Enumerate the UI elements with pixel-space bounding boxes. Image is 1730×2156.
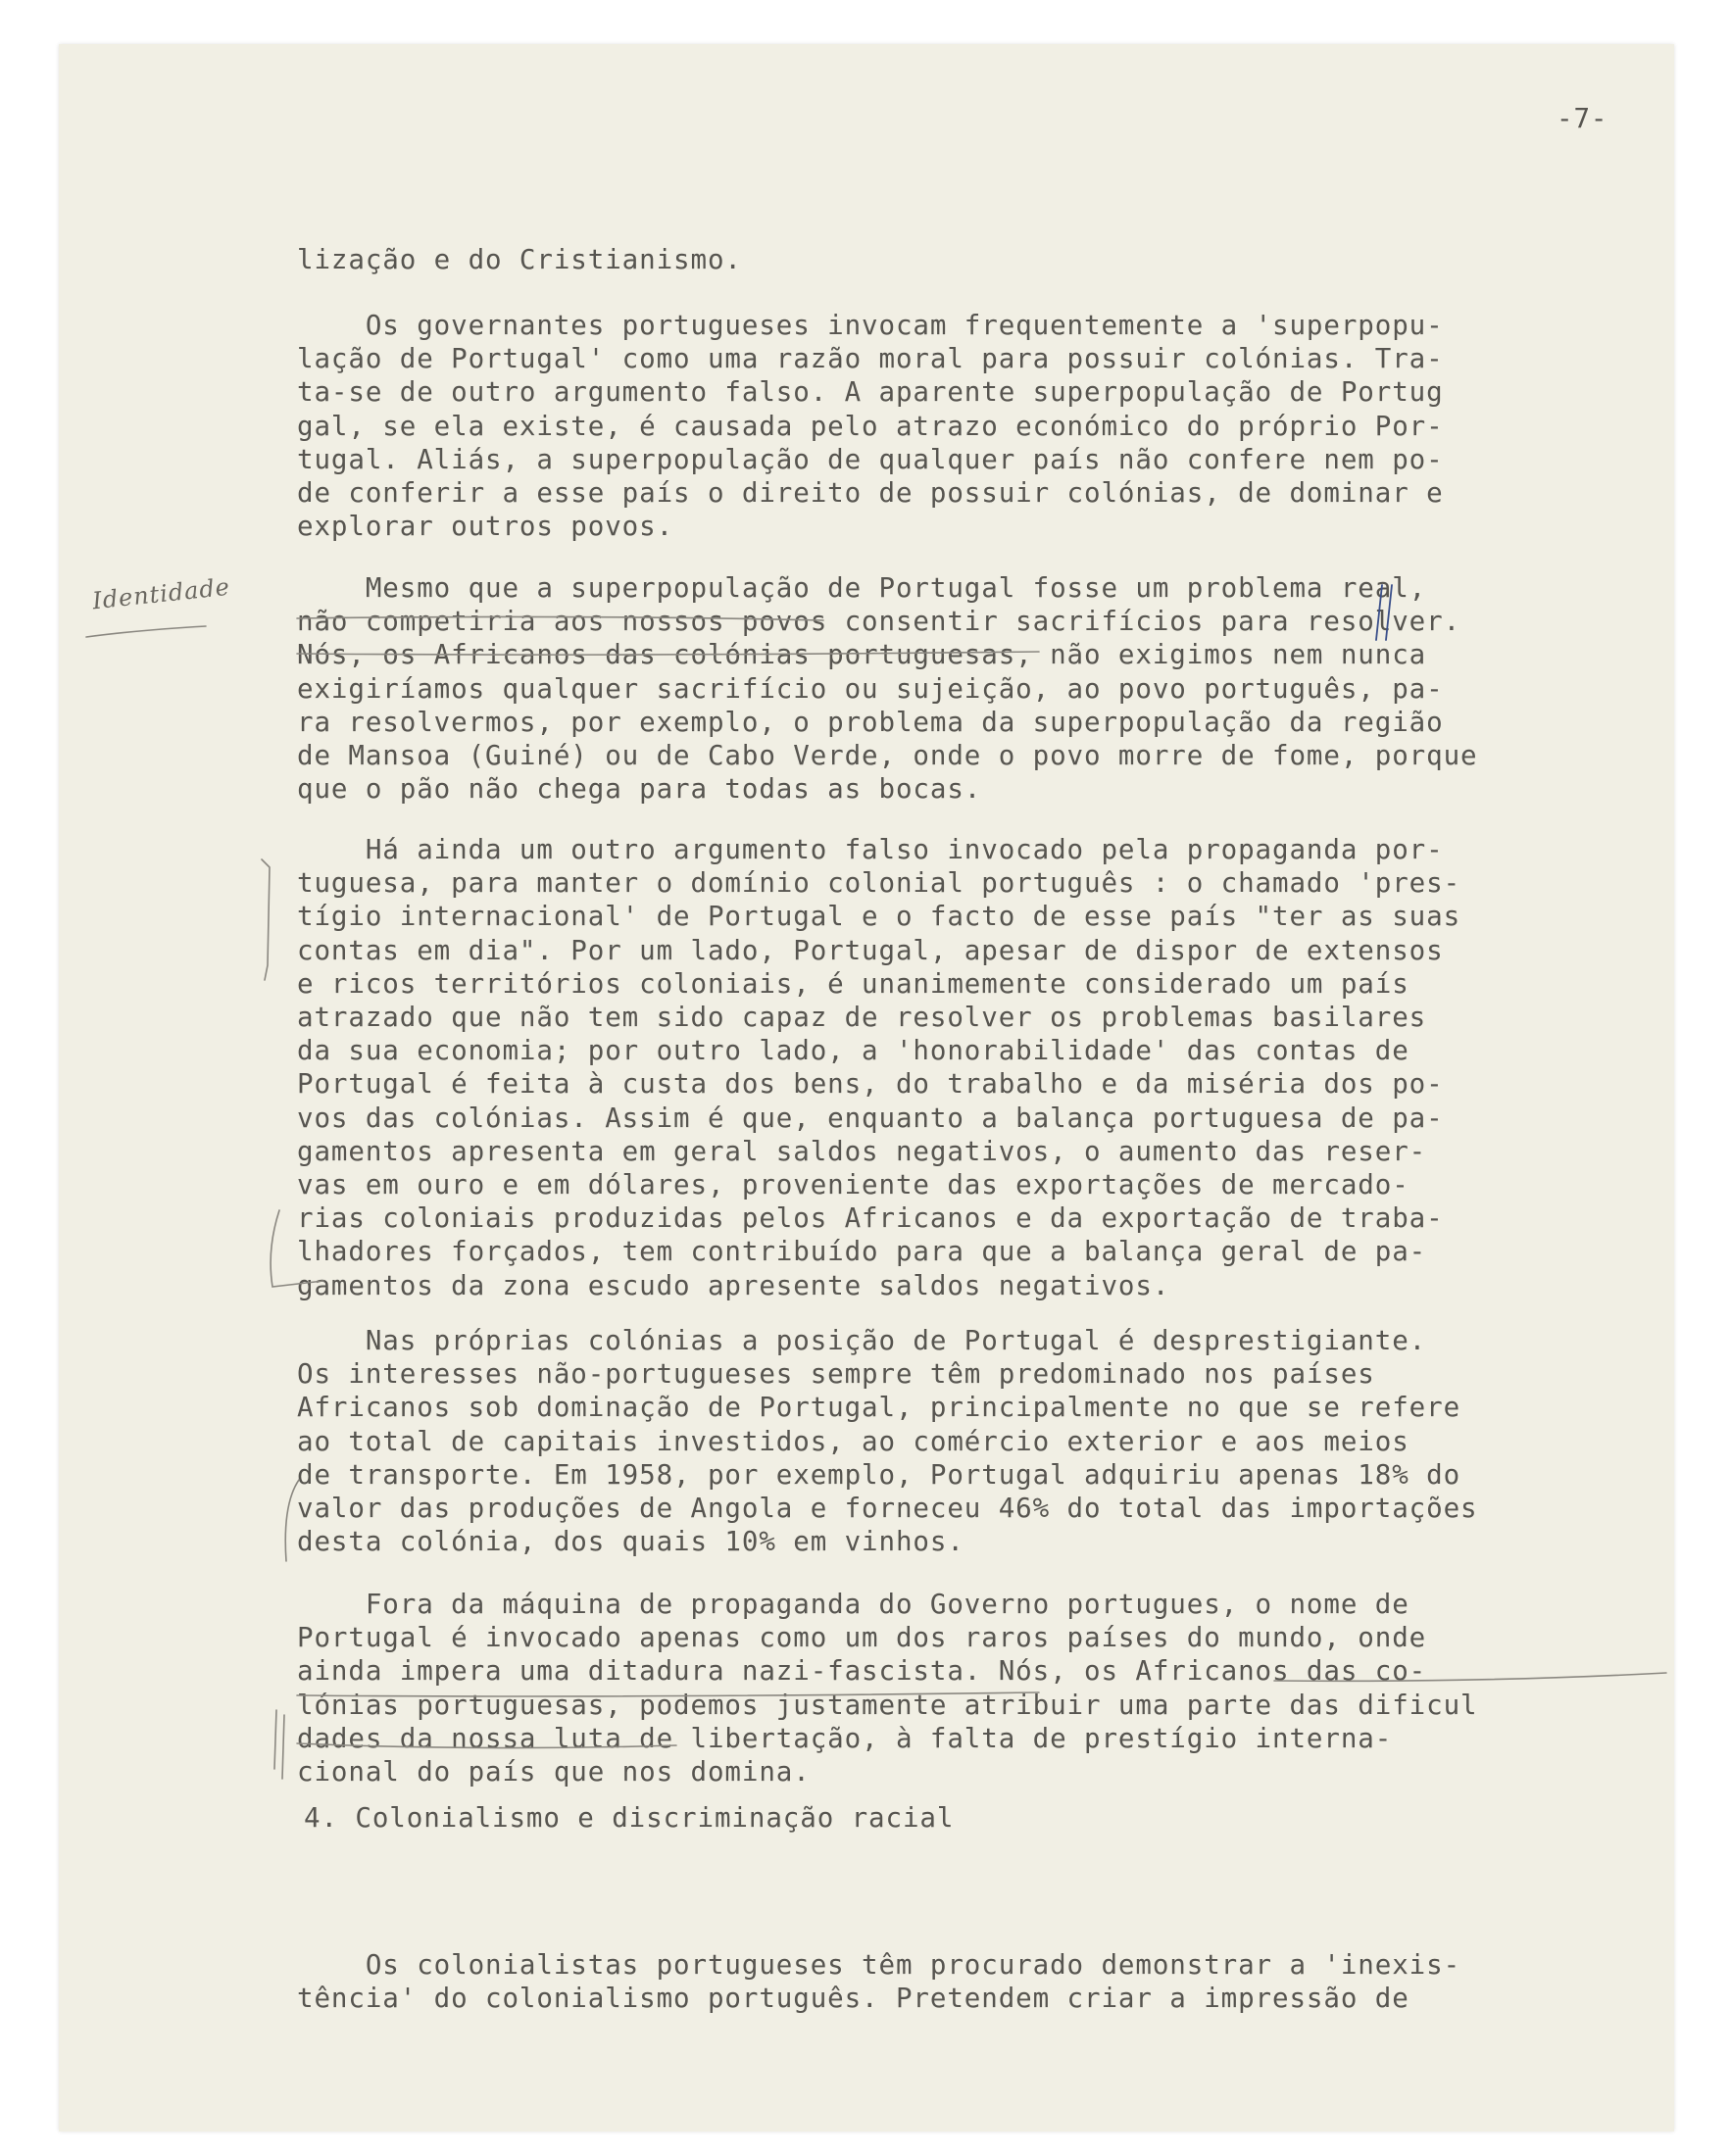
paragraph-prestige: Há ainda um outro argumento falso invocado pela propaganda por- tuguesa, para manter o domínio colonial português : o chamado 'pres- tígio internacional' de Portugal e o facto de esse país "ter as suas contas em dia". Por um lado, Portugal, apesar de dispor de extensos e ricos territórios coloniais, é unanimemente considerado um país atrazado que não tem sido capaz de resolver os problemas basilares da sua economia; por outro lado, a 'honorabilidade' das contas de Portugal é feita à custa dos bens, do trabalho e da miséria dos po- vos das colónias. Assim é que, enquanto a balança portuguesa de pa- gamentos apresenta em geral saldos negativos, o aumento das reser- vas em ouro e em dólares, proveniente das exportações de mercado- rias coloniais produzidas pelos Africanos e da exportação de traba- lhadores forçados, tem contribuído para que a balança geral de pa- gamentos da zona escudo apresente saldos negativos. <box>297 834 1461 1301</box>
annotation-bracket-prestige <box>262 859 270 980</box>
page-number: -7- <box>1557 103 1608 134</box>
paragraph-colonies-position: Nas próprias colónias a posição de Portugal é desprestigiante. Os interesses não-portugueses sempre têm predominado nos países Africanos sob dominação de Portugal, principalmente no que se refere ao total de capitais investidos, ao comércio exterior e aos meios de transporte. Em 1958, por exemplo, Portugal adquiriu apenas 18% do valor das produções de Angola e forneceu 46% do total das importações desta colónia, dos quais 10% em vinhos. <box>297 1325 1478 1558</box>
paragraph-superpopulation: Os governantes portugueses invocam frequentemente a 'superpopu- lação de Portugal' como uma razão moral para possuir colónias. Tra- ta-se de outro argumento falso. A aparente superpopulação de Portug gal, se ela existe, é causada pelo atrazo económico do próprio Por- tugal. Aliás, a superpopulação de qualquer país não confere nem po- de conferir a esse país o direito de possuir colónias, de dominar e explorar outros povos. <box>297 310 1444 543</box>
section-heading: 4. Colonialismo e discriminação racial <box>304 1802 955 1834</box>
annotation-bracket-dictatorship-1 <box>274 1710 276 1769</box>
annotation-bracket-dictatorship-2 <box>282 1715 284 1779</box>
paragraph-racial-discrimination: Os colonialistas portugueses têm procurado demonstrar a 'inexis- tência' do colonialismo português. Pretendem criar a impressão de <box>297 1949 1461 2015</box>
paragraph-dictatorship: Fora da máquina de propaganda do Governo portugues, o nome de Portugal é invocado apenas como um dos raros países do mundo, onde ainda impera uma ditadura nazi-fascista. Nós, os Africanos das co- lónias portuguesas, podemos justamente atribuir uma parte das dificul dades da nossa luta de libertação, à falta de prestígio interna- cional do país que nos domina. <box>297 1589 1478 1788</box>
annotation-underline-margin <box>86 626 206 637</box>
margin-annotation: Identidade <box>90 572 232 615</box>
paragraph-sacrifices: Mesmo que a superpopulação de Portugal fosse um problema real, não competiria aos nossos povos consentir sacrifícios para resolver. Nós, os Africanos das colónias portuguesas, não exigimos nem nunca exigiríamos qualquer sacrifício ou sujeição, ao povo português, pa- ra resolvermos, por exemplo, o problema da superpopulação da região de Mansoa (Guiné) ou de Cabo Verde, onde o povo morre de fome, porque que o pão não chega para todas as bocas. <box>297 572 1478 806</box>
paragraph-continuation: lização e do Cristianismo. <box>297 244 742 275</box>
document-page <box>59 44 1674 2132</box>
